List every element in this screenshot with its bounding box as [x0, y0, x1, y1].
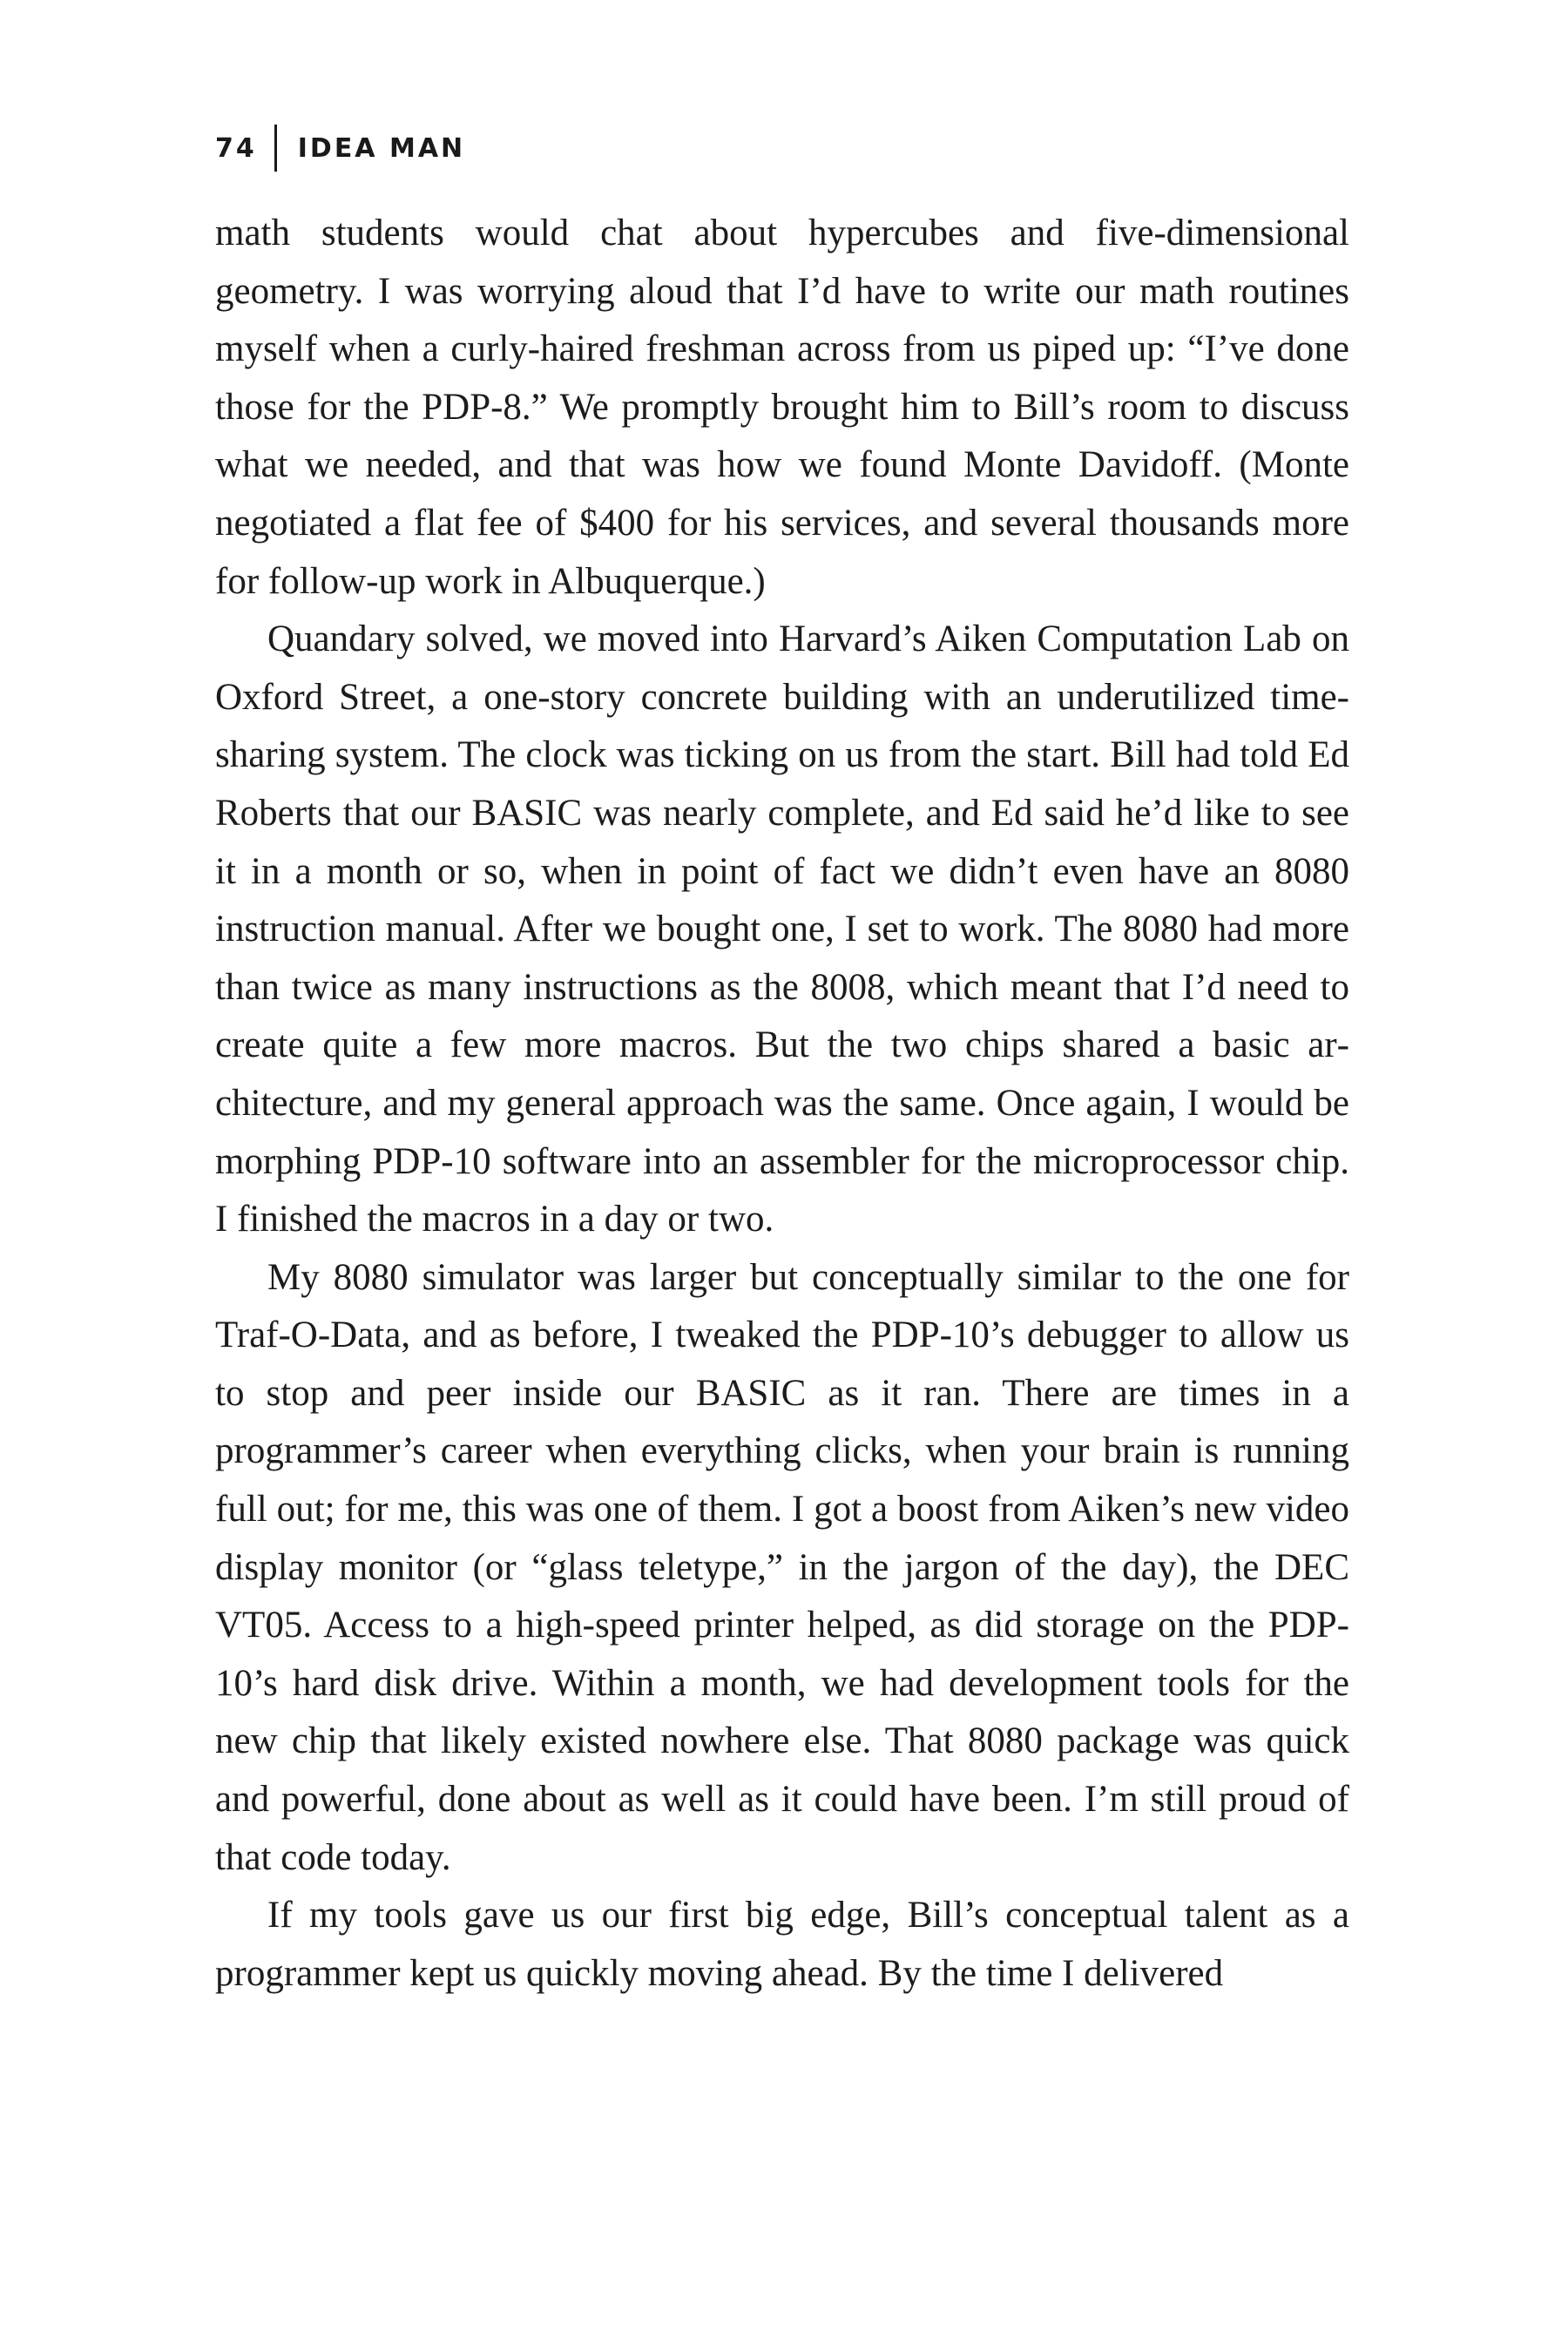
paragraph-2: Quandary solved, we moved into Harvard’s Aiken Computation Lab on Oxford Street, a one-story concrete building with an underutilized time-sharing system. The clock was ticking on us from the start. Bill had told Ed Roberts that our BASIC was nearly complete, and Ed said he’d like to see it in a month or so, when in point of fact we didn’t even have an 8080 instruction manual. After we bought one, I set to work. The 8080 had more than twice as many instructions as the 8008, which meant that I’d need to create quite a few more macros. But the two chips shared a basic architecture, and my general approach was the same. Once again, I would be morphing PDP-10 software into an assembler for the microprocessor chip. I finished the macros in a day or two. — [215, 618, 1349, 1240]
paragraph-1: math students would chat about hypercubes and five-dimensional geometry. I was worrying aloud that I’d have to write our math routines myself when a curly-haired freshman across from us piped up: “I’ve done those for the PDP-8.” We promptly brought him to Bill’s room to discuss what we needed, and that was how we found Monte Davidoff. (Monte negotiated a flat fee of $400 for his services, and several thousands more for follow-up work in Albuquerque.) — [215, 213, 1349, 602]
header-divider — [274, 125, 277, 172]
book-title: IDEA MAN — [297, 132, 466, 164]
body-text — [215, 205, 1349, 2003]
paragraph-4: If my tools gave us our first big edge, Bill’s conceptual talent as a programmer kept us quickly moving ahead. By the time I delivered — [215, 1895, 1349, 1994]
paragraph-3: My 8080 simulator was larger but conceptually similar to the one for Traf-O-Data, and as before, I tweaked the PDP-10’s debugger to allow us to stop and peer inside our BASIC as it ran. There are times in a programmer’s career when everything clicks, when your brain is running full out; for me, this was one of them. I got a boost from Aiken’s new video display monitor (or “glass teletype,” in the jargon of the day), the DEC VT05. Access to a high-speed printer helped, as did storage on the PDP-10’s hard disk drive. Within a month, we had development tools for the new chip that likely existed nowhere else. That 8080 package was quick and powerful, done about as well as it could have been. I’m still proud of that code today. — [215, 1256, 1349, 1878]
page-number: 74 — [215, 132, 257, 164]
running-head — [215, 122, 465, 174]
